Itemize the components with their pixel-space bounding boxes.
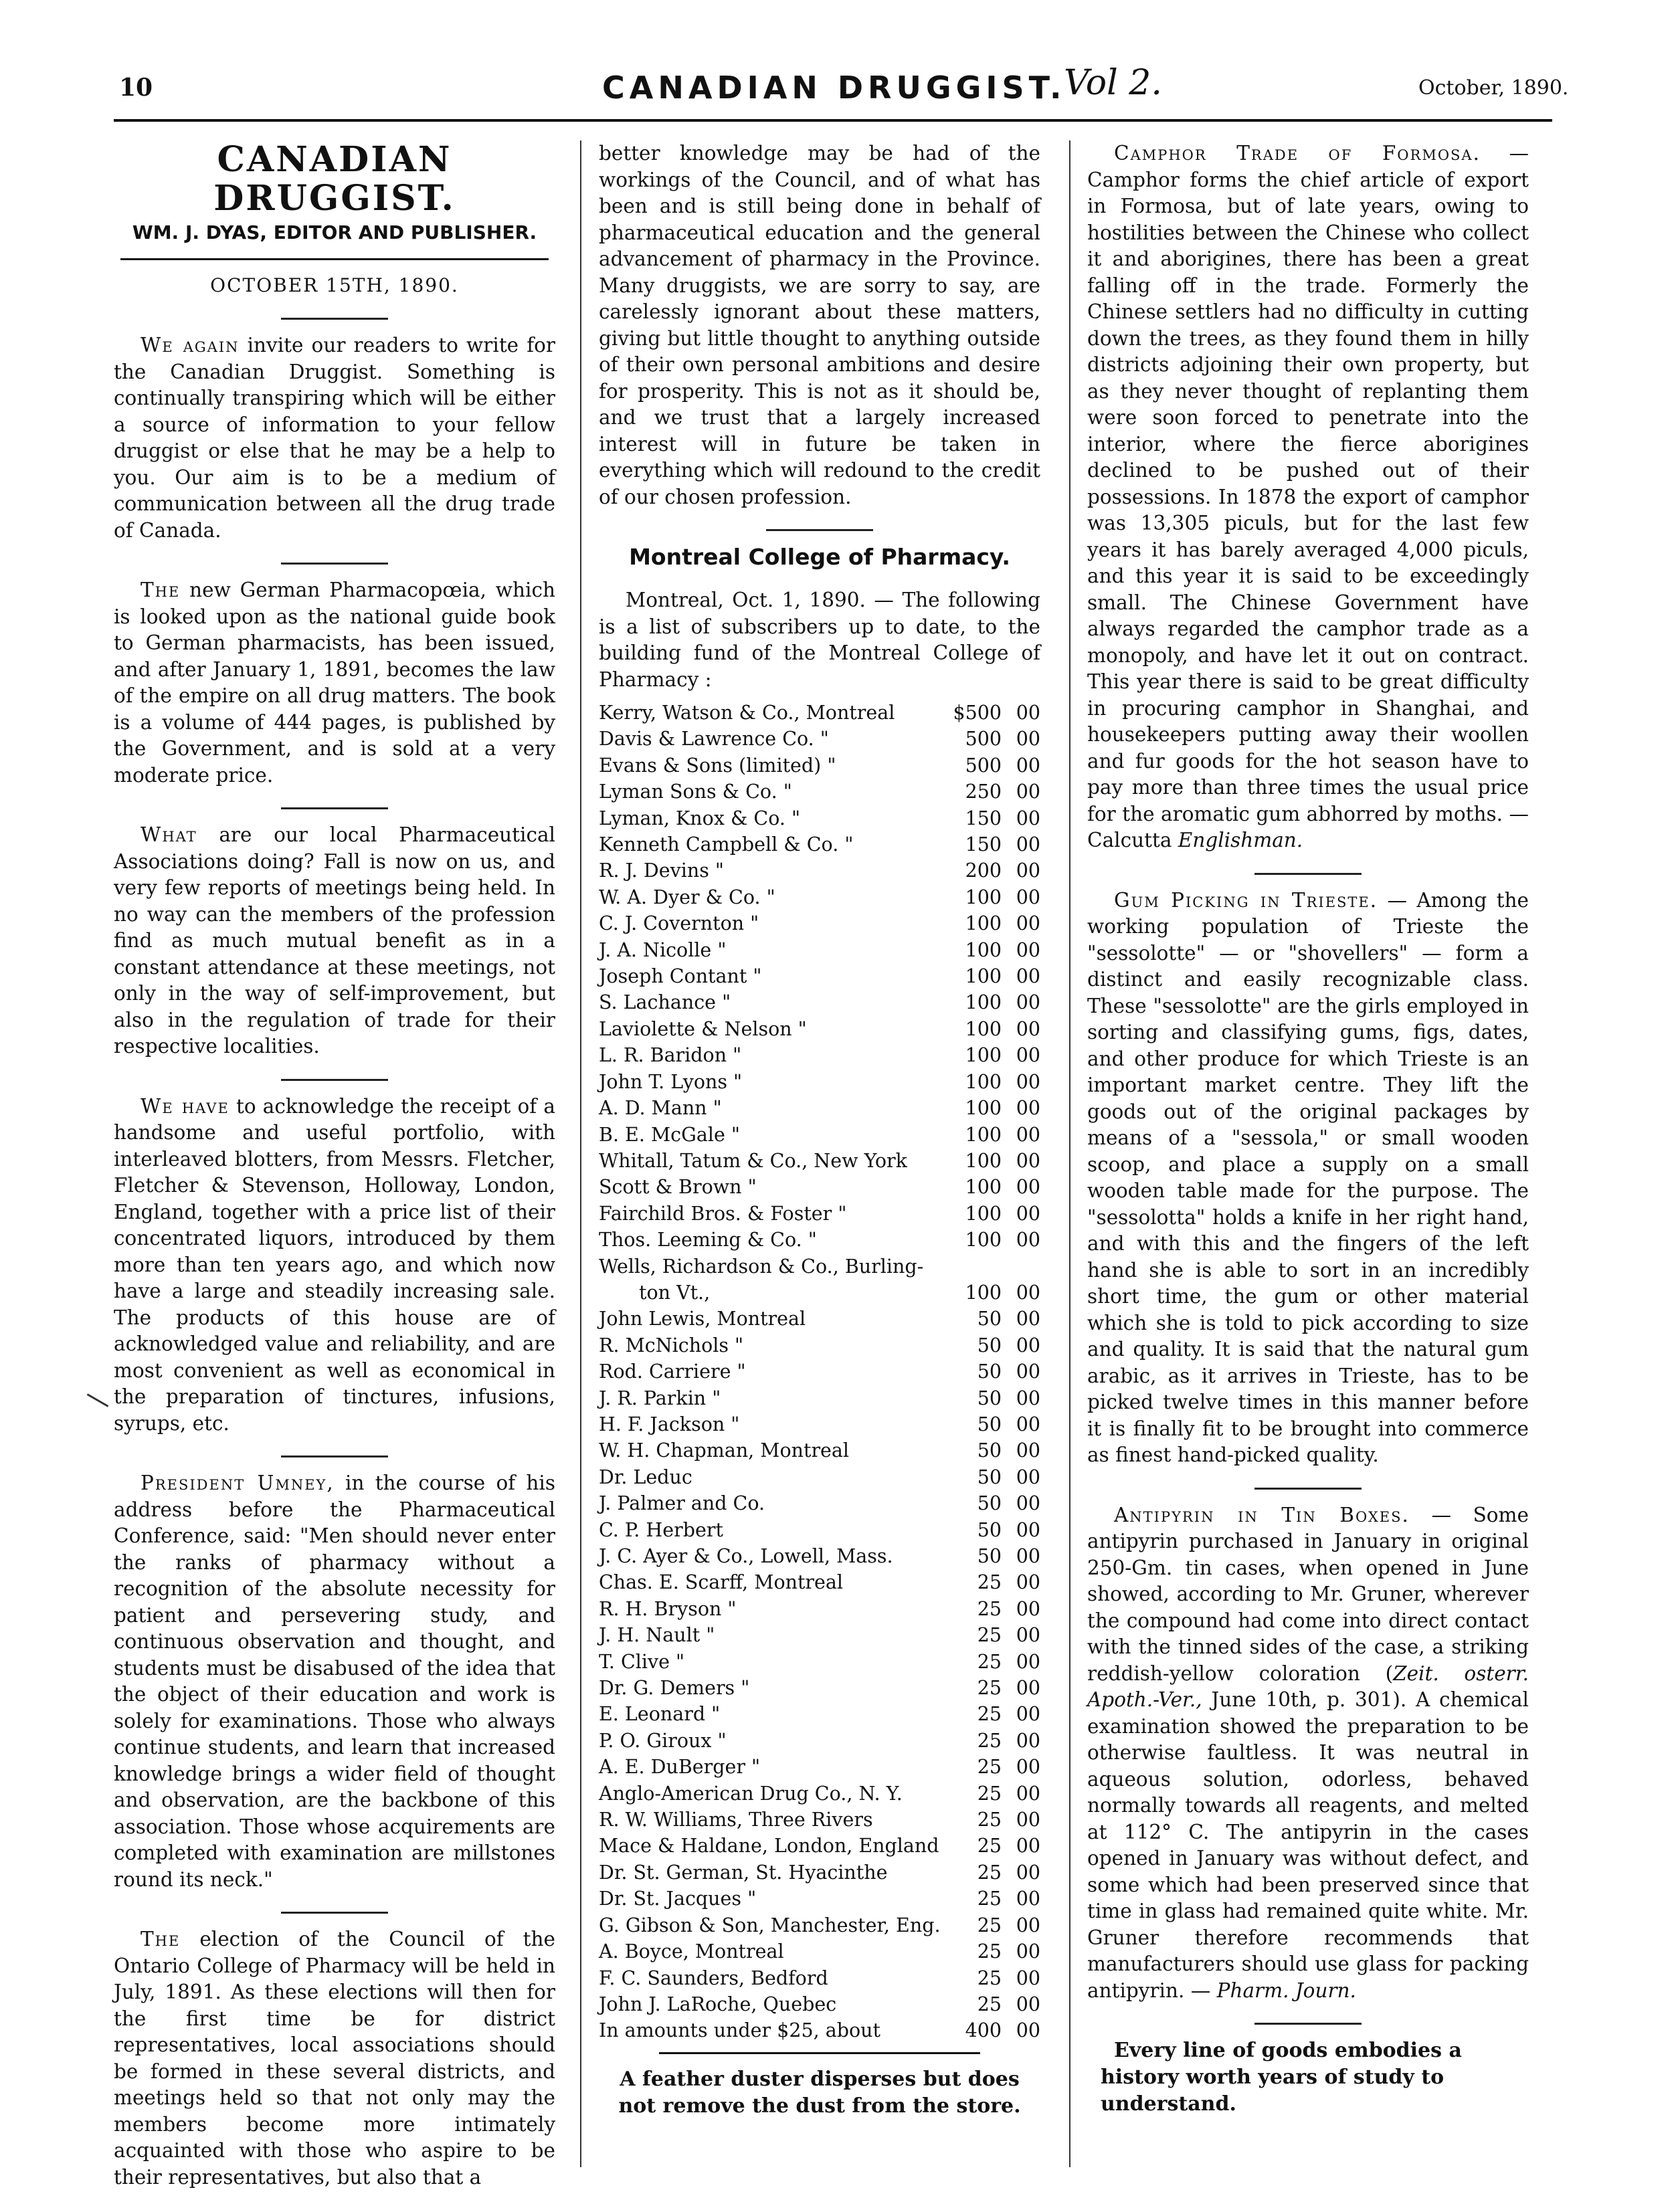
subscriber-dollars: 500 (965, 728, 1002, 750)
subscriber-cents: 00 (1016, 1308, 1040, 1330)
subscriber-name: J. A. Nicolle " (599, 938, 727, 961)
subscriber-dollars: 100 (965, 1281, 1002, 1304)
subscriber-dollars: 25 (977, 1993, 1002, 2015)
subscriber-row (599, 1490, 1040, 1516)
subscriber-row (599, 1859, 1040, 1886)
subscriber-cents: 00 (1016, 1650, 1040, 1673)
subscriber-dollars: 50 (977, 1361, 1002, 1383)
masthead-date: OCTOBER 15TH, 1890. (210, 274, 459, 296)
subscriber-row (599, 831, 1040, 858)
subscriber-name: In amounts under $25, about (599, 2019, 880, 2042)
header-rule (114, 119, 1552, 122)
subscriber-name: John Lewis, Montreal (599, 1308, 806, 1330)
column-1 (114, 139, 556, 2189)
subscriber-dollars: 100 (965, 1229, 1002, 1251)
separator (599, 521, 1040, 528)
subscriber-name: Dr. G. Demers " (599, 1677, 750, 1700)
subscriber-dollars: 25 (977, 1597, 1002, 1620)
subscriber-row (599, 1965, 1040, 1991)
subscriber-cents: 00 (1016, 912, 1040, 935)
subscriber-cents: 00 (1016, 1017, 1040, 1040)
subscriber-cents: 00 (1016, 1123, 1040, 1146)
subscriber-name: P. O. Giroux " (599, 1729, 727, 1752)
separator (114, 555, 555, 561)
subscriber-dollars: 100 (965, 1044, 1002, 1067)
subscriber-name: W. A. Dyer & Co. " (599, 886, 775, 908)
subscriber-cents: 00 (1016, 1624, 1040, 1647)
subscriber-cents: 00 (1016, 1097, 1040, 1120)
paragraph-readers: We again invite our readers to write for the Canadian Druggist. Something is continually transpiring which will be either a source of information to your fellow druggist or else that he may be a help to you. Our aim is to be a medium of communication between all the drug trade of Canada. (114, 334, 556, 542)
subscription-intro: Montreal, Oct. 1, 1890. — The following is a list of subscribers up to date, to the building fund of the Montreal College of Pharmacy : (599, 589, 1040, 691)
subscriber-name: A. Boyce, Montreal (599, 1940, 784, 1963)
subscriber-row (599, 1411, 1040, 1437)
subscriber-row (599, 1622, 1040, 1648)
subscriber-cents: 00 (1016, 886, 1040, 908)
subscriber-row (599, 858, 1040, 884)
subscriber-row (599, 1675, 1040, 1701)
page-number: 10 (119, 74, 153, 102)
subscriber-cents: 00 (1016, 1888, 1040, 1910)
subscriber-dollars: 100 (965, 991, 1002, 1014)
subscriber-dollars: 50 (977, 1439, 1002, 1462)
subscriber-name: R. H. Bryson " (599, 1597, 737, 1620)
subscriber-row (599, 1201, 1040, 1227)
subscriber-row (599, 805, 1040, 831)
subscriber-dollars: 100 (965, 1017, 1002, 1040)
subscriber-dollars: 25 (977, 1650, 1002, 1673)
subscriber-name: C. P. Herbert (599, 1518, 723, 1541)
page-header (0, 0, 1678, 120)
subscriber-cents: 00 (1016, 1044, 1040, 1067)
subscriber-cents: 00 (1016, 1387, 1040, 1409)
subscriber-row (599, 779, 1040, 805)
subscriber-dollars: 100 (965, 1202, 1002, 1225)
subscriber-row (599, 884, 1040, 910)
subscriber-row (599, 1016, 1040, 1042)
subscriber-row (599, 963, 1040, 989)
subscriber-dollars: 50 (977, 1308, 1002, 1330)
subscriber-cents: 00 (1016, 965, 1040, 988)
subscriber-name: J. R. Parkin " (599, 1387, 721, 1409)
subscriber-name: Kerry, Watson & Co., Montreal (599, 702, 895, 724)
subscriber-name: R. J. Devins " (599, 860, 724, 882)
subscriber-dollars: 25 (977, 1729, 1002, 1752)
subscriber-name: C. J. Covernton " (599, 912, 759, 935)
subscriber-list (599, 700, 1040, 2044)
subscriber-cents: 00 (1016, 1782, 1040, 1805)
subscriber-name: John J. LaRoche, Quebec (599, 1993, 837, 2015)
subscriber-dollars: $500 (953, 702, 1002, 724)
separator (114, 1904, 555, 1910)
subscriber-dollars: 150 (965, 807, 1002, 829)
subscriber-cents: 00 (1016, 991, 1040, 1014)
closing-quote: A feather duster disperses but does not remove the dust from the store. (618, 2067, 1021, 2118)
subscriber-row (599, 1174, 1040, 1200)
subscriber-dollars: 100 (965, 965, 1002, 988)
subscriber-cents: 00 (1016, 1466, 1040, 1488)
subscriber-row (599, 1991, 1040, 2017)
handwritten-note: Vol 2. (1064, 63, 1162, 103)
subscriber-cents: 00 (1016, 2019, 1040, 2042)
subscriber-row (599, 1543, 1040, 1569)
subscriber-cents: 00 (1016, 1861, 1040, 1884)
subscriber-row (599, 2017, 1040, 2043)
section-heading: Montreal College of Pharmacy. (629, 544, 1010, 570)
subscriber-name: Whitall, Tatum & Co., New York (599, 1149, 907, 1172)
subscriber-dollars: 50 (977, 1492, 1002, 1515)
subscriber-name: Scott & Brown " (599, 1176, 757, 1199)
subscriber-dollars: 50 (977, 1387, 1002, 1409)
subscriber-name: Evans & Sons (limited) " (599, 754, 836, 777)
closing-quote: Every line of goods embodies a history worth years of study to understand. (1101, 2039, 1462, 2116)
subscriber-row (599, 1569, 1040, 1595)
subscriber-name: B. E. McGale " (599, 1123, 741, 1146)
subscriber-cents: 00 (1016, 1571, 1040, 1594)
subscriber-cents: 00 (1016, 938, 1040, 961)
subscriber-name: Fairchild Bros. & Foster " (599, 1202, 847, 1225)
masthead-rule (120, 258, 549, 260)
subscriber-row (599, 1807, 1040, 1833)
subscriber-row (599, 937, 1040, 963)
subscriber-row (599, 1912, 1040, 1938)
subscriber-row (599, 1833, 1040, 1859)
subscriber-cents: 00 (1016, 781, 1040, 803)
subscriber-row (599, 1464, 1040, 1490)
list-rule (659, 2052, 980, 2054)
subscriber-dollars: 150 (965, 833, 1002, 856)
subscriber-name: Dr. St. Jacques " (599, 1888, 757, 1910)
subscriber-row (599, 1649, 1040, 1675)
subscriber-name: Chas. E. Scarff, Montreal (599, 1571, 844, 1594)
subscriber-cents: 00 (1016, 1413, 1040, 1435)
subscriber-dollars: 25 (977, 1703, 1002, 1726)
separator (114, 1071, 555, 1078)
subscriber-cents: 00 (1016, 1809, 1040, 1831)
subscriber-cents: 00 (1016, 1703, 1040, 1726)
subscriber-row (599, 1042, 1040, 1068)
subscriber-cents: 00 (1016, 1967, 1040, 1989)
subscriber-dollars: 25 (977, 1835, 1002, 1857)
subscriber-row (599, 1148, 1040, 1174)
subscriber-cents: 00 (1016, 1202, 1040, 1225)
paragraph-umney: President Umney, in the course of his address before the Pharmaceutical Conference, said: "Men should never enter the ranks of pharmacy without a recognition of the absolute necessity for patient and persevering study, and continuous observation and thought, and students must be disabused of the idea that the object of their education and work is solely for examinations. Those who always continue students, and learn that increased knowledge brings a wider field of thought and observation, are the backbone of this association. Those whose acquirements are completed with examination are millstones round its neck." (114, 1472, 555, 1891)
subscriber-dollars: 25 (977, 1756, 1002, 1779)
subscriber-dollars: 500 (965, 754, 1002, 777)
subscriber-row (599, 1886, 1040, 1912)
subscriber-row (599, 1280, 1040, 1306)
subscriber-name: F. C. Saunders, Bedford (599, 1967, 828, 1989)
subscriber-name: S. Lachance " (599, 991, 731, 1014)
subscriber-row (599, 1781, 1040, 1807)
subscriber-cents: 00 (1016, 1518, 1040, 1541)
subscriber-name: Rod. Carriere " (599, 1361, 746, 1383)
paragraph-antipyrin: Antipyrin in Tin Boxes. — Some antipyrin purchased in January in original 250-Gm. tin cases, when opened in June showed, according to Mr. Gruner, wherever the compound had come into direct contact with the tinned sides of the case, a striking reddish-yellow coloration (Zeit. osterr. Apoth.-Ver., June 10th, p. 301). A chemical examination showed the preparation to be otherwise faultless. It was neutral in aqueous solution, odorless, behaved normally towards all reagents, and melted at 112° C. The antipyrin in the cases opened in January was without defect, and some which had been preserved since that time in glass had remained quite white. Mr. Gruner therefore recommends that manufacturers should use glass for packing antipyrin. — Pharm. Journ. (1087, 1503, 1529, 2002)
subscriber-dollars: 25 (977, 1940, 1002, 1963)
subscriber-dollars: 50 (977, 1334, 1002, 1356)
subscriber-row (599, 989, 1040, 1015)
separator (1087, 865, 1529, 872)
subscriber-dollars: 100 (965, 1070, 1002, 1093)
subscriber-row (599, 1227, 1040, 1253)
paragraph-camphor: Camphor Trade of Formosa. — Camphor forms the chief article of export in Formosa, but of late years, owing to hostilities between the Chinese who collect it and aborigines, there has been a great falling off in the trade. Formerly the Chinese settlers had no difficulty in cutting down the trees, as they found them in hilly districts adjoining their own property, but as they never thought of replanting them were soon forced to penetrate into the interior, where the fierce aborigines declined to be pushed out of their possessions. In 1878 the export of camphor was 13,305 piculs, but for the last few years it has barely averaged 4,000 piculs, and this year it is said to be exceedingly small. The Chinese Government have always regarded the camphor trade as a monopoly, and have let it out on contract. This year there is said to be great difficulty in procuring camphor in Shanghai, and housekeepers putting away their woollen and fur goods for the hot season have to pay more than three times the usual price for the aromatic gum abhorred by moths. — Calcutta Englishman. (1087, 142, 1529, 851)
subscriber-dollars: 100 (965, 938, 1002, 961)
subscriber-cents: 00 (1016, 1229, 1040, 1251)
subscriber-name: Lyman, Knox & Co. " (599, 807, 801, 829)
subscriber-cents: 00 (1016, 807, 1040, 829)
subscriber-cents: 00 (1016, 702, 1040, 724)
subscriber-name: Davis & Lawrence Co. " (599, 728, 829, 750)
subscriber-cents: 00 (1016, 1545, 1040, 1567)
separator (114, 799, 555, 806)
paragraph-gum-picking: Gum Picking in Trieste. — Among the working population of Trieste the "sessolotte" — or "shovellers" — form a distinct and easily recognizable class. These "sessolotte" are the girls employed in sorting and classifying gums, figs, dates, and other produce for which Trieste is an important market centre. They lift the goods out of the original packages by means of a "sessola," or small wooden scoop, and place a supply on a small wooden table made for the purpose. The "sessolotta" holds a knife in her right hand, and with this and the fingers of the left hand she is able to sort in an incredibly short time, the gum or other material which she is told to pick according to size and quality. It is said that the natural gum arabic, as it arrives in Trieste, has to be picked twelve times in this manner before it is finally fit to be brought into commerce as finest hand-picked quality. (1087, 888, 1529, 1466)
subscriber-cents: 00 (1016, 1176, 1040, 1199)
margin-mark (87, 1393, 109, 1407)
subscriber-name: J. H. Nault " (599, 1624, 715, 1647)
separator (114, 1447, 555, 1454)
subscriber-cents: 00 (1016, 1940, 1040, 1963)
subscriber-row (599, 1122, 1040, 1148)
subscriber-name: J. Palmer and Co. (599, 1492, 765, 1515)
subscriber-row (599, 700, 1040, 726)
subscriber-dollars: 25 (977, 1809, 1002, 1831)
subscriber-dollars: 100 (965, 1176, 1002, 1199)
subscriber-cents: 00 (1016, 1756, 1040, 1779)
subscriber-cents: 00 (1016, 1597, 1040, 1620)
subscriber-name: W. H. Chapman, Montreal (599, 1439, 850, 1462)
subscriber-name: R. McNichols " (599, 1334, 744, 1356)
subscriber-cents: 00 (1016, 1993, 1040, 2015)
subscriber-cents: 00 (1016, 1281, 1040, 1304)
subscriber-name: ton Vt., (639, 1281, 711, 1304)
masthead-title: CANADIAN DRUGGIST. (213, 139, 456, 219)
subscriber-name: Joseph Contant " (599, 965, 762, 988)
subscriber-cents (1002, 1253, 1040, 1280)
subscriber-name: T. Clive " (599, 1650, 685, 1673)
subscriber-cents: 00 (1016, 1492, 1040, 1515)
subscriber-name: Dr. Leduc (599, 1466, 692, 1488)
subscriber-cents: 00 (1016, 833, 1040, 856)
column-3 (1087, 140, 1529, 2174)
subscriber-row (599, 1754, 1040, 1780)
subscriber-dollars: 250 (965, 781, 1002, 803)
subscriber-row (599, 1437, 1040, 1464)
subscriber-cents: 00 (1016, 1914, 1040, 1936)
subscriber-name: E. Leonard " (599, 1703, 721, 1726)
subscriber-name: A. E. DuBerger " (599, 1756, 761, 1779)
subscriber-dollars: 100 (965, 1149, 1002, 1172)
subscriber-row (599, 726, 1040, 752)
subscriber-name: J. C. Ayer & Co., Lowell, Mass. (599, 1545, 893, 1567)
masthead-editor: WM. J. DYAS, EDITOR AND PUBLISHER. (132, 221, 537, 243)
subscriber-row (599, 910, 1040, 936)
subscriber-cents: 00 (1016, 754, 1040, 777)
running-title: CANADIAN DRUGGIST. (602, 70, 1066, 106)
subscriber-name: Lyman Sons & Co. " (599, 781, 792, 803)
subscriber-row (599, 1253, 1040, 1280)
subscriber-dollars: 400 (965, 2019, 1002, 2042)
separator (114, 310, 555, 316)
subscriber-dollars: 100 (965, 1097, 1002, 1120)
subscriber-row (599, 752, 1040, 779)
paragraph-pharmacopoeia: The new German Pharmacopœia, which is looked upon as the national guide book to German pharmacists, has been issued, and after January 1, 1891, becomes the law of the empire on all drug matters. The book is a volume of 444 pages, is published by the Government, and is sold at a very moderate price. (114, 579, 555, 787)
subscriber-cents: 00 (1016, 1070, 1040, 1093)
subscriber-dollars: 50 (977, 1518, 1002, 1541)
subscriber-dollars: 25 (977, 1571, 1002, 1594)
separator (1087, 2015, 1529, 2021)
subscriber-dollars: 25 (977, 1677, 1002, 1700)
subscriber-dollars: 50 (977, 1545, 1002, 1567)
subscriber-cents: 00 (1016, 1835, 1040, 1857)
subscriber-dollars: 25 (977, 1888, 1002, 1910)
subscriber-name: Mace & Haldane, London, England (599, 1835, 939, 1857)
subscriber-name: G. Gibson & Son, Manchester, Eng. (599, 1914, 941, 1936)
subscriber-cents: 00 (1016, 1439, 1040, 1462)
subscriber-name: Thos. Leeming & Co. " (599, 1229, 817, 1251)
subscriber-row (599, 1385, 1040, 1411)
subscriber-row (599, 1701, 1040, 1727)
subscriber-dollars: 25 (977, 1861, 1002, 1884)
paragraph-election: The election of the Council of the Ontario College of Pharmacy will be held in July, 1891. As these elections will then for the first time be for district representatives, local associations should be formed in these several districts, and meetings held so that not only may the members become more intimately acquainted with those who aspire to be their representatives, but also that a (114, 1928, 555, 2189)
subscriber-row (599, 1517, 1040, 1543)
subscriber-cents: 00 (1016, 1361, 1040, 1383)
subscriber-cents: 00 (1016, 860, 1040, 882)
subscriber-name: L. R. Baridon " (599, 1044, 742, 1067)
subscriber-dollars: 50 (977, 1466, 1002, 1488)
subscriber-dollars: 100 (965, 1123, 1002, 1146)
subscriber-row (599, 1306, 1040, 1332)
subscriber-cents: 00 (1016, 1334, 1040, 1356)
subscriber-row (599, 1069, 1040, 1095)
subscriber-dollars: 100 (965, 912, 1002, 935)
subscriber-name: R. W. Williams, Three Rivers (599, 1809, 873, 1831)
subscriber-dollars (944, 1253, 1002, 1280)
column-divider (580, 140, 581, 2167)
subscriber-dollars: 100 (965, 886, 1002, 908)
subscriber-cents: 00 (1016, 1149, 1040, 1172)
subscriber-name: Dr. St. German, St. Hyacinthe (599, 1861, 888, 1884)
subscriber-cents: 00 (1016, 1729, 1040, 1752)
subscriber-dollars: 50 (977, 1413, 1002, 1435)
subscriber-name: Laviolette & Nelson " (599, 1017, 807, 1040)
paragraph-continuation: better knowledge may be had of the workings of the Council, and of what has been and is still being done in behalf of pharmaceutical education and the general advancement of pharmacy in the Province. Many druggists, we are sorry to say, are carelessly ignorant about these matters, giving but little thought to anything outside of their own personal ambitions and desire for prosperity. This is not as it should be, and we trust that a largely increased interest will in future be taken in everything which will redound to the credit of our chosen profession. (599, 142, 1040, 508)
subscriber-dollars: 25 (977, 1624, 1002, 1647)
subscriber-name: Anglo-American Drug Co., N. Y. (599, 1782, 903, 1805)
subscriber-row (599, 1596, 1040, 1622)
subscriber-cents: 00 (1016, 728, 1040, 750)
subscriber-name: John T. Lyons " (599, 1070, 743, 1093)
subscriber-dollars: 200 (965, 860, 1002, 882)
subscriber-dollars: 25 (977, 1914, 1002, 1936)
subscriber-row (599, 1728, 1040, 1754)
subscriber-cents: 00 (1016, 1677, 1040, 1700)
subscriber-row (599, 1095, 1040, 1121)
paragraph-portfolio: We have to acknowledge the receipt of a handsome and useful portfolio, with interleaved blotters, from Messrs. Fletcher, Fletcher & Stevenson, Holloway, London, England, together with a price list of their concentrated liquors, introduced by them more than ten years ago, and which now have a large and steadily increasing sale. The products of this house are of acknowledged value and reliability, and are most convenient as well as economical in the preparation of tinctures, infusions, syrups, etc. (114, 1094, 555, 1435)
subscriber-dollars: 25 (977, 1967, 1002, 1989)
column-2 (599, 140, 1040, 2174)
subscriber-row (599, 1359, 1040, 1385)
subscriber-dollars: 25 (977, 1782, 1002, 1805)
subscriber-name: H. F. Jackson " (599, 1413, 740, 1435)
subscriber-row (599, 1332, 1040, 1359)
subscriber-name: Kenneth Campbell & Co. " (599, 833, 854, 856)
column-divider (1069, 140, 1070, 2167)
paragraph-associations: What are our local Pharmaceutical Associations doing? Fall is now on us, and very few reports of meetings being held. In no way can the members of the profession find as much mutual benefit as in a constant attendance at these meetings, not only in the way of self-improvement, but also in the regulation of trade for their respective localities. (114, 823, 555, 1058)
issue-date: October, 1890. (1418, 76, 1569, 100)
separator (1087, 1480, 1529, 1486)
subscriber-row (599, 1938, 1040, 1965)
subscriber-name: Wells, Richardson & Co., Burling- (599, 1255, 924, 1278)
subscriber-name: A. D. Mann " (599, 1097, 722, 1120)
